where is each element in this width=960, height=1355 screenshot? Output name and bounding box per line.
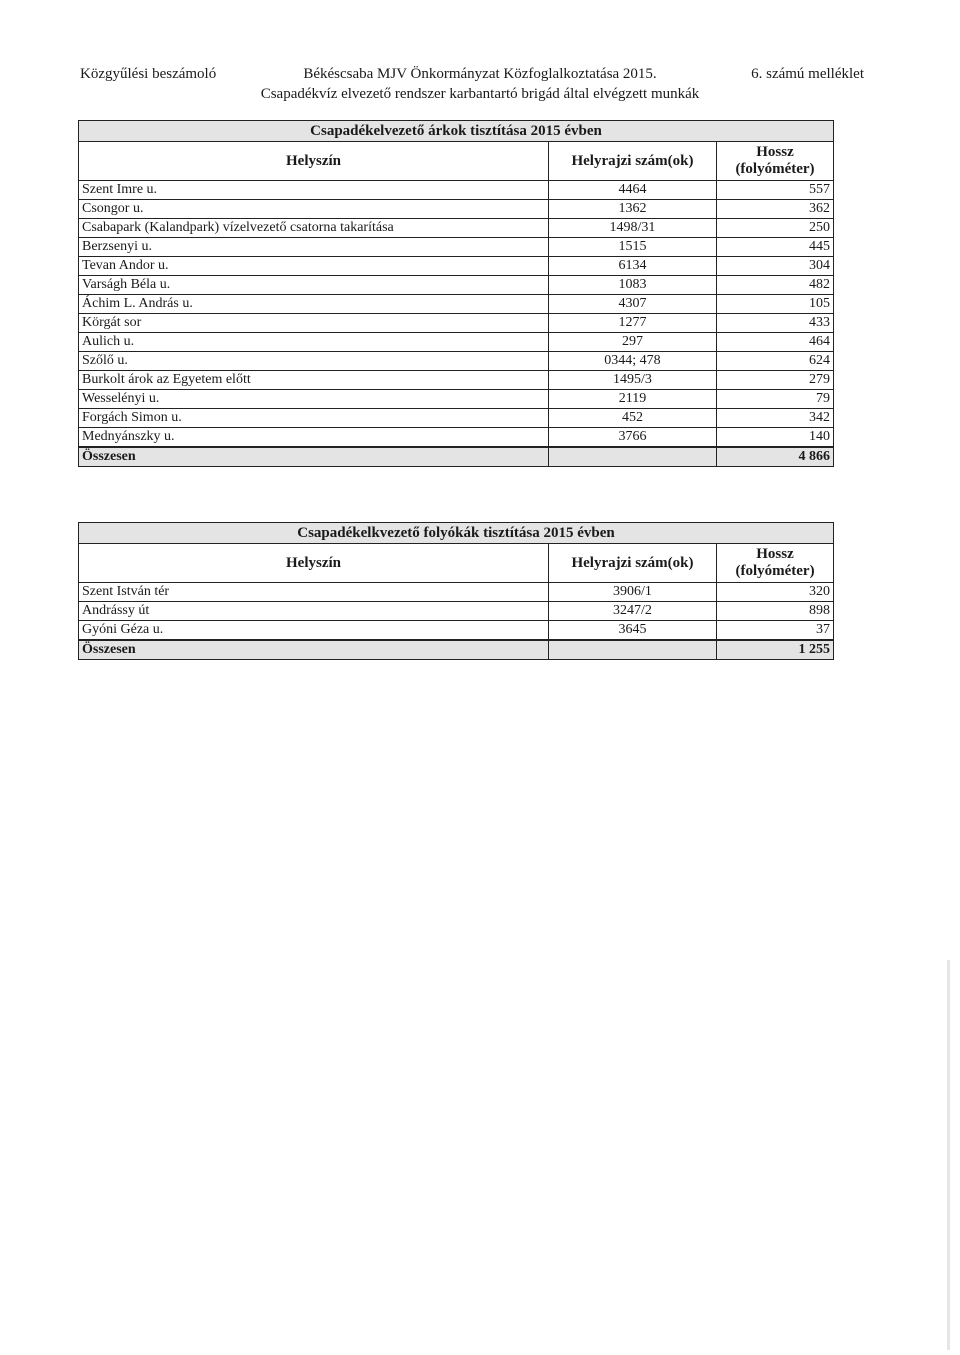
lot-cell: 2119 [549,390,717,409]
total-lot-empty [549,640,717,660]
column-header-lot: Helyrajzi szám(ok) [549,142,717,181]
lot-cell: 297 [549,333,717,352]
column-header-lot: Helyrajzi szám(ok) [549,544,717,583]
gutter-cleaning-table [78,522,834,660]
table-row [79,238,834,257]
length-cell: 342 [717,409,834,428]
length-cell: 279 [717,371,834,390]
table-row [79,583,834,602]
table-row [79,276,834,295]
table-row [79,352,834,371]
lot-cell: 3766 [549,428,717,448]
table-row [79,409,834,428]
location-cell: Körgát sor [79,314,549,333]
lot-cell: 452 [549,409,717,428]
length-cell: 433 [717,314,834,333]
length-cell: 140 [717,428,834,448]
total-label: Összesen [79,447,549,467]
lot-cell: 1515 [549,238,717,257]
lot-cell: 3247/2 [549,602,717,621]
location-cell: Szent Imre u. [79,181,549,200]
lot-cell: 1083 [549,276,717,295]
location-cell: Szent István tér [79,583,549,602]
column-header-length: Hossz (folyóméter) [717,544,834,583]
location-cell: Varságh Béla u. [79,276,549,295]
total-label: Összesen [79,640,549,660]
table-title: Csapadékelkvezető folyókák tisztítása 2015 évben [79,523,834,544]
column-header-location: Helyszín [79,142,549,181]
length-cell: 79 [717,390,834,409]
table-row [79,390,834,409]
table-row [79,428,834,448]
document-title [238,64,722,104]
table-row [79,200,834,219]
column-header-location: Helyszín [79,544,549,583]
length-cell: 37 [717,621,834,641]
ditch-cleaning-table [78,120,834,467]
scan-edge-shadow [947,960,950,1350]
lot-cell: 6134 [549,257,717,276]
total-row [79,640,834,660]
table-row [79,621,834,641]
length-cell: 304 [717,257,834,276]
location-cell: Mednyánszky u. [79,428,549,448]
length-cell: 557 [717,181,834,200]
table-row [79,371,834,390]
location-cell: Csongor u. [79,200,549,219]
table-row [79,333,834,352]
length-cell: 362 [717,200,834,219]
length-cell: 898 [717,602,834,621]
table-row [79,219,834,238]
lot-cell: 0344; 478 [549,352,717,371]
lot-cell: 1277 [549,314,717,333]
location-cell: Andrássy út [79,602,549,621]
table-row [79,295,834,314]
location-cell: Berzsenyi u. [79,238,549,257]
location-cell: Csabapark (Kalandpark) vízelvezető csatorna takarítása [79,219,549,238]
length-cell: 464 [717,333,834,352]
lot-cell: 1498/31 [549,219,717,238]
table-row [79,181,834,200]
location-cell: Forgách Simon u. [79,409,549,428]
location-cell: Burkolt árok az Egyetem előtt [79,371,549,390]
length-cell: 482 [717,276,834,295]
length-cell: 445 [717,238,834,257]
length-cell: 624 [717,352,834,371]
total-row [79,447,834,467]
column-header-length: Hossz (folyóméter) [717,142,834,181]
table-row [79,602,834,621]
lot-cell: 4307 [549,295,717,314]
length-cell: 250 [717,219,834,238]
length-cell: 320 [717,583,834,602]
lot-cell: 4464 [549,181,717,200]
lot-cell: 1495/3 [549,371,717,390]
lot-cell: 3645 [549,621,717,641]
location-cell: Aulich u. [79,333,549,352]
table-title: Csapadékelvezető árkok tisztítása 2015 évben [79,121,834,142]
lot-cell: 3906/1 [549,583,717,602]
length-cell: 105 [717,295,834,314]
document-title-line1: Békéscsaba MJV Önkormányzat Közfoglalkoztatása 2015. [303,66,657,82]
total-value: 1 255 [717,640,834,660]
table-row [79,257,834,276]
location-cell: Áchim L. András u. [79,295,549,314]
location-cell: Gyóni Géza u. [79,621,549,641]
location-cell: Tevan Andor u. [79,257,549,276]
document-title-line2: Csapadékvíz elvezető rendszer karbantartó brigád által elvégzett munkák [260,86,700,102]
location-cell: Szőlő u. [79,352,549,371]
lot-cell: 1362 [549,200,717,219]
report-label: Közgyűlési beszámoló [80,66,217,82]
table-row [79,314,834,333]
appendix-label: 6. számú melléklet [751,66,864,82]
location-cell: Wesselényi u. [79,390,549,409]
total-value: 4 866 [717,447,834,467]
total-lot-empty [549,447,717,467]
